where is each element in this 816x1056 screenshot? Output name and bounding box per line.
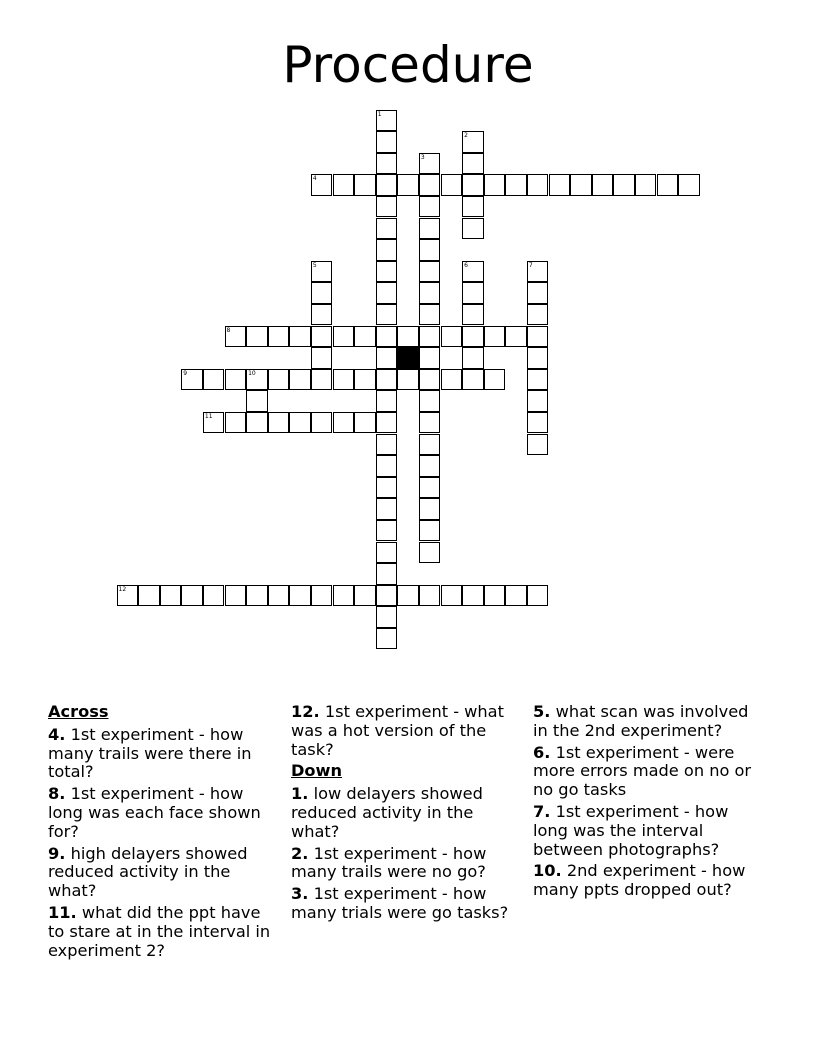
grid-cell[interactable] <box>311 261 333 283</box>
clue-number: 6. <box>533 742 551 762</box>
clue-down-6 <box>533 744 765 800</box>
clue-number: 1. <box>291 784 309 804</box>
clue-text: high delayers showed reduced activity in the what? <box>48 843 248 901</box>
grid-cell[interactable] <box>376 153 398 175</box>
grid-cell[interactable] <box>203 369 225 391</box>
clue-text: 1st experiment - were more errors made on no or no go tasks <box>533 742 752 800</box>
grid-cell[interactable] <box>505 585 527 607</box>
clue-down-2 <box>291 845 523 883</box>
grid-cell[interactable] <box>138 585 160 607</box>
cell-number: 5 <box>312 261 317 269</box>
clue-across-8 <box>48 785 280 841</box>
clue-text: low delayers showed reduced activity in the what? <box>291 784 483 841</box>
clue-column-2 <box>291 703 523 926</box>
grid-cell[interactable] <box>419 434 441 456</box>
grid-cell[interactable] <box>462 153 484 175</box>
grid-cell[interactable] <box>203 585 225 607</box>
grid-cell[interactable] <box>527 390 549 412</box>
grid-cell[interactable] <box>376 261 398 283</box>
clue-text: 1st experiment - how long was each face shown for? <box>48 784 261 841</box>
grid-cell[interactable] <box>484 369 506 391</box>
clue-text: 1st experiment - how many trails were no go? <box>291 843 487 882</box>
grid-cell[interactable] <box>397 369 419 391</box>
clue-number: 10. <box>533 861 562 881</box>
clue-across-11 <box>48 904 280 960</box>
grid-cell[interactable] <box>441 585 463 607</box>
grid-cell[interactable] <box>527 304 549 326</box>
grid-cell[interactable] <box>657 174 679 196</box>
grid-cell[interactable] <box>376 542 398 564</box>
cell-number: 4 <box>312 175 317 183</box>
grid-cell[interactable] <box>268 412 290 434</box>
grid-cell[interactable] <box>419 585 441 607</box>
grid-cell[interactable] <box>354 174 376 196</box>
cell-number: 11 <box>204 412 213 420</box>
grid-cell[interactable] <box>462 196 484 218</box>
grid-cell[interactable] <box>397 585 419 607</box>
clue-across-9 <box>48 845 280 901</box>
grid-cell[interactable] <box>246 412 268 434</box>
grid-cell[interactable] <box>354 412 376 434</box>
clue-number: 9. <box>48 843 66 863</box>
grid-cell[interactable] <box>376 455 398 477</box>
clue-text: 2nd experiment - how many ppts dropped out? <box>533 861 746 900</box>
grid-cell[interactable] <box>505 326 527 348</box>
grid-cell[interactable] <box>613 174 635 196</box>
cell-number: 2 <box>464 132 468 140</box>
grid-cell[interactable] <box>376 196 398 218</box>
grid-cell[interactable] <box>160 585 182 607</box>
grid-cell[interactable] <box>635 174 657 196</box>
grid-cell[interactable] <box>376 477 398 499</box>
clue-across-4 <box>48 726 280 782</box>
grid-cell[interactable] <box>268 326 290 348</box>
clue-number: 8. <box>48 784 66 804</box>
grid-cell[interactable] <box>397 174 419 196</box>
grid-cell[interactable] <box>441 369 463 391</box>
grid-cell[interactable] <box>419 326 441 348</box>
grid-cell[interactable] <box>376 390 398 412</box>
grid-cell[interactable] <box>376 412 398 434</box>
grid-cell[interactable] <box>527 434 549 456</box>
grid-cell[interactable] <box>117 585 139 607</box>
grid-cell[interactable] <box>462 131 484 153</box>
grid-cell[interactable] <box>376 498 398 520</box>
clue-number: 5. <box>533 702 551 721</box>
clue-down-3 <box>291 885 523 923</box>
grid-cell[interactable] <box>419 218 441 240</box>
grid-cell[interactable] <box>419 542 441 564</box>
grid-cell[interactable] <box>203 412 225 434</box>
grid-cell[interactable] <box>462 174 484 196</box>
grid-cell[interactable] <box>289 412 311 434</box>
grid-cell[interactable] <box>527 261 549 283</box>
grid-cell[interactable] <box>462 282 484 304</box>
grid-cell[interactable] <box>354 369 376 391</box>
clue-text: 1st experiment - how many trails were there in total? <box>48 724 252 782</box>
clue-text: 1st experiment - how many trials were go tasks? <box>291 884 509 922</box>
clue-text: what scan was involved in the 2nd experiment? <box>533 702 749 740</box>
clue-text: 1st experiment - how long was the interval between photographs? <box>533 801 729 859</box>
grid-cell[interactable] <box>376 239 398 261</box>
grid-cell[interactable] <box>311 347 333 369</box>
grid-cell[interactable] <box>462 326 484 348</box>
clue-number: 11. <box>48 902 77 922</box>
grid-cell[interactable] <box>181 585 203 607</box>
grid-cell[interactable] <box>419 174 441 196</box>
grid-cell[interactable] <box>419 239 441 261</box>
grid-cell[interactable] <box>419 455 441 477</box>
grid-cell[interactable] <box>462 347 484 369</box>
grid-cell[interactable] <box>333 326 355 348</box>
grid-cell[interactable] <box>376 174 398 196</box>
clue-number: 7. <box>533 801 551 821</box>
grid-cell[interactable] <box>268 585 290 607</box>
grid-cell[interactable] <box>419 282 441 304</box>
grid-cell[interactable] <box>527 585 549 607</box>
grid-cell[interactable] <box>376 563 398 585</box>
black-square <box>397 347 419 369</box>
grid-cell[interactable] <box>462 304 484 326</box>
grid-cell[interactable] <box>181 369 203 391</box>
grid-cell[interactable] <box>376 304 398 326</box>
grid-cell[interactable] <box>678 174 700 196</box>
grid-cell[interactable] <box>311 585 333 607</box>
grid-cell[interactable] <box>419 153 441 175</box>
grid-cell[interactable] <box>333 585 355 607</box>
grid-cell[interactable] <box>289 369 311 391</box>
cell-number: 6 <box>464 261 468 269</box>
grid-cell[interactable] <box>419 390 441 412</box>
clue-text: what did the ppt have to stare at in the interval in experiment 2? <box>48 902 271 960</box>
grid-cell[interactable] <box>376 628 398 650</box>
grid-cell[interactable] <box>419 347 441 369</box>
grid-cell[interactable] <box>505 174 527 196</box>
grid-cell[interactable] <box>419 196 441 218</box>
grid-cell[interactable] <box>419 412 441 434</box>
grid-cell[interactable] <box>527 174 549 196</box>
grid-cell[interactable] <box>376 282 398 304</box>
grid-cell[interactable] <box>311 174 333 196</box>
grid-cell[interactable] <box>376 347 398 369</box>
grid-cell[interactable] <box>462 261 484 283</box>
grid-cell[interactable] <box>570 174 592 196</box>
grid-cell[interactable] <box>333 369 355 391</box>
grid-cell[interactable] <box>289 326 311 348</box>
clue-number: 4. <box>48 724 66 744</box>
clue-column-3 <box>533 703 765 903</box>
clue-column-1 <box>48 703 280 963</box>
grid-cell[interactable] <box>376 520 398 542</box>
grid-cell[interactable] <box>246 326 268 348</box>
grid-cell[interactable] <box>484 585 506 607</box>
grid-cell[interactable] <box>376 326 398 348</box>
grid-cell[interactable] <box>419 477 441 499</box>
clue-number: 2. <box>291 843 309 863</box>
cell-number: 8 <box>226 326 231 334</box>
clue-across-12 <box>291 703 523 759</box>
grid-cell[interactable] <box>333 174 355 196</box>
grid-cell[interactable] <box>311 326 333 348</box>
grid-cell[interactable] <box>527 326 549 348</box>
grid-cell[interactable] <box>225 326 247 348</box>
cell-number: 12 <box>118 585 127 593</box>
cell-number: 3 <box>420 153 425 161</box>
clue-number: 3. <box>291 884 309 904</box>
grid-cell[interactable] <box>376 606 398 628</box>
grid-cell[interactable] <box>419 304 441 326</box>
grid-cell[interactable] <box>441 174 463 196</box>
grid-cell[interactable] <box>376 131 398 153</box>
grid-cell[interactable] <box>527 347 549 369</box>
across-heading: Across <box>48 702 109 721</box>
grid-cell[interactable] <box>549 174 571 196</box>
cell-number: 9 <box>183 369 188 377</box>
grid-cell[interactable] <box>527 369 549 391</box>
grid-cell[interactable] <box>592 174 614 196</box>
grid-cell[interactable] <box>376 585 398 607</box>
clue-number: 12. <box>291 702 320 721</box>
grid-cell[interactable] <box>225 369 247 391</box>
grid-cell[interactable] <box>246 369 268 391</box>
grid-cell[interactable] <box>311 412 333 434</box>
grid-cell[interactable] <box>225 412 247 434</box>
down-heading: Down <box>291 761 343 781</box>
grid-cell[interactable] <box>311 369 333 391</box>
page-title: Procedure <box>282 36 534 94</box>
grid-cell[interactable] <box>527 282 549 304</box>
grid-cell[interactable] <box>419 498 441 520</box>
grid-cell[interactable] <box>268 369 290 391</box>
grid-cell[interactable] <box>419 520 441 542</box>
grid-cell[interactable] <box>484 174 506 196</box>
grid-cell[interactable] <box>376 110 398 132</box>
grid-cell[interactable] <box>354 326 376 348</box>
cell-number: 1 <box>377 110 382 118</box>
clue-down-1 <box>291 785 523 841</box>
clue-text: 1st experiment - what was a hot version of the task? <box>291 702 504 759</box>
grid-cell[interactable] <box>462 218 484 240</box>
grid-cell[interactable] <box>311 304 333 326</box>
grid-cell[interactable] <box>527 412 549 434</box>
grid-cell[interactable] <box>376 369 398 391</box>
grid-cell[interactable] <box>289 585 311 607</box>
grid-cell[interactable] <box>462 369 484 391</box>
grid-cell[interactable] <box>225 585 247 607</box>
grid-cell[interactable] <box>376 218 398 240</box>
cell-number: 10 <box>248 369 256 377</box>
clue-down-5 <box>533 703 765 741</box>
cell-number: 7 <box>528 261 533 269</box>
grid-cell[interactable] <box>246 390 268 412</box>
grid-cell[interactable] <box>441 326 463 348</box>
grid-cell[interactable] <box>246 585 268 607</box>
grid-cell[interactable] <box>333 412 355 434</box>
grid-cell[interactable] <box>397 326 419 348</box>
grid-cell[interactable] <box>419 369 441 391</box>
clue-down-7 <box>533 803 765 859</box>
grid-cell[interactable] <box>376 434 398 456</box>
grid-cell[interactable] <box>311 282 333 304</box>
grid-cell[interactable] <box>419 261 441 283</box>
clue-down-10 <box>533 862 765 900</box>
grid-cell[interactable] <box>354 585 376 607</box>
grid-cell[interactable] <box>484 326 506 348</box>
grid-cell[interactable] <box>462 585 484 607</box>
